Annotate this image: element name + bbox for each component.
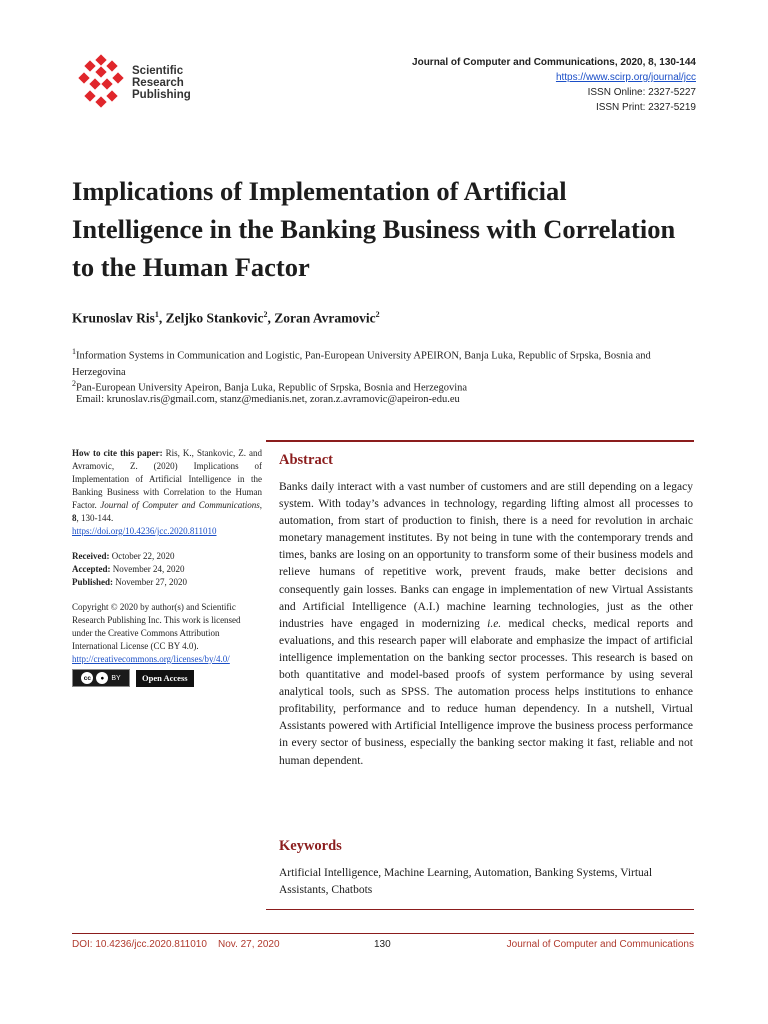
author-name: Zoran Avramovic [274, 310, 376, 326]
accepted-date: November 24, 2020 [112, 564, 185, 574]
publisher-name: Scientific Research Publishing [132, 65, 191, 101]
paper-title: Implications of Implementation of Artificial Intelligence in the Banking Business with Correlation to the Human Factor [72, 176, 676, 282]
copyright-notice: Copyright © 2020 by author(s) and Scientific Research Publishing Inc. This work is licensed under the Creative Commons Attribution International License (CC BY 4.0). http://creativecommons.org/licenses/by/4.0/ cc ● BY Open Access [72, 601, 262, 687]
abstract-top-rule [266, 440, 694, 442]
abstract-text: Banks daily interact with a vast number of customers and are still depending on a legacy system. With today’s advances in technology, regarding lifting almost all processes to automation, from start of production to finish, there is a need for revolution in archaic monetary management institutes. By not being in tune with the contemporary trends and times, banks are losing on an opportunity to transform some of their business models and relieve humans of repetitive work, prevent frauds, make better decisions and consequently gain losses. Banks can engage in implementation of new Virtual Assistants and Artificial Intelligence (A.I.) machine learning technologies, just as the other industries have engaged in modernizing i.e. medical checks, medical reports and evaluations, and this research paper will elaborate and emphasize the impact of artificial intelligence implementation on the banking sector processes. This research is based on both quantitative and model-based proofs of system performance by using several analytical tools, such as SPSS. The automation process helps institutions to enhance profitability, performance and to reduce human dependency. In a nutshell, Virtual Assistants powered with Artificial Intelligence improve the business process performance in every sector of business, especially the banking sector making it fast, reliable and not human dependent. [279, 481, 693, 767]
journal-info [412, 55, 696, 115]
publisher-logo [76, 54, 206, 114]
received-date: October 22, 2020 [111, 551, 175, 561]
author-emails: Email: krunoslav.ris@gmail.com, stanz@medianis.net, zoran.z.avramovic@apeiron-edu.eu [76, 394, 460, 405]
license-link[interactable]: http://creativecommons.org/licenses/by/4.0/ [72, 654, 230, 664]
by-person-icon: ● [96, 672, 108, 684]
journal-citation-line: Journal of Computer and Communications, 2020, 8, 130-144 [412, 57, 696, 68]
keywords-bottom-rule [266, 909, 694, 910]
article-dates: Received: October 22, 2020 Accepted: November 24, 2020 Published: November 27, 2020 [72, 551, 188, 587]
issn-print: ISSN Print: 2327-5219 [595, 102, 696, 113]
author-name: Zeljko Stankovic [165, 310, 264, 326]
footer-journal-name: Journal of Computer and Communications [506, 939, 694, 950]
published-date: November 27, 2020 [115, 577, 188, 587]
open-access-badge[interactable]: Open Access [136, 670, 194, 687]
affiliation-1: $^1$Information Systems in Communication and Logistic, Pan-European University APEIRON, Banja Luka, Republic of Srpska, Bosnia and Herzegovina [72, 347, 651, 378]
abstract-heading: Abstract [279, 452, 333, 468]
license-badges [72, 669, 262, 687]
keywords-text: Artificial Intelligence, Machine Learning, Automation, Banking Systems, Virtual Assistants, Chatbots [279, 867, 653, 897]
page-number: 130 [374, 939, 391, 950]
author-name: Krunoslav Ris [72, 310, 155, 326]
cc-icon: cc [81, 672, 93, 684]
how-to-cite: How to cite this paper: Ris, K., Stankovic, Z. and Avramovic, Z. (2020) Implications of Implementation of Artificial Intelligence in the Banking Business with Correlation to the Human Factor. Journal of Computer and Communications, 8, 130-144. https://doi.org/10.4236/jcc.2020.811010 [72, 448, 262, 536]
scirp-diamond-logo-icon [76, 54, 130, 110]
affiliation-2: $^2$Pan-European University Apeiron, Banja Luka, Republic of Srpska, Bosnia and Herzegovina [72, 379, 468, 394]
footer-rule [72, 933, 694, 934]
journal-url-link[interactable]: https://www.scirp.org/journal/jcc [555, 72, 696, 83]
keywords-heading: Keywords [279, 838, 342, 854]
abstract-section [279, 452, 693, 770]
footer-doi-date: DOI: 10.4236/jcc.2020.811010 Nov. 27, 2020 [72, 939, 280, 950]
doi-link[interactable]: https://doi.org/10.4236/jcc.2020.811010 [72, 526, 217, 536]
author-list: Krunoslav Ris$^1$, Zeljko Stankovic$^2$, Zoran Avramovic$^2$ [72, 310, 380, 326]
cc-by-badge[interactable]: cc ● BY [72, 669, 130, 687]
article-sidebar [72, 447, 262, 699]
keywords-section [279, 838, 693, 899]
issn-online: ISSN Online: 2327-5227 [587, 87, 696, 98]
